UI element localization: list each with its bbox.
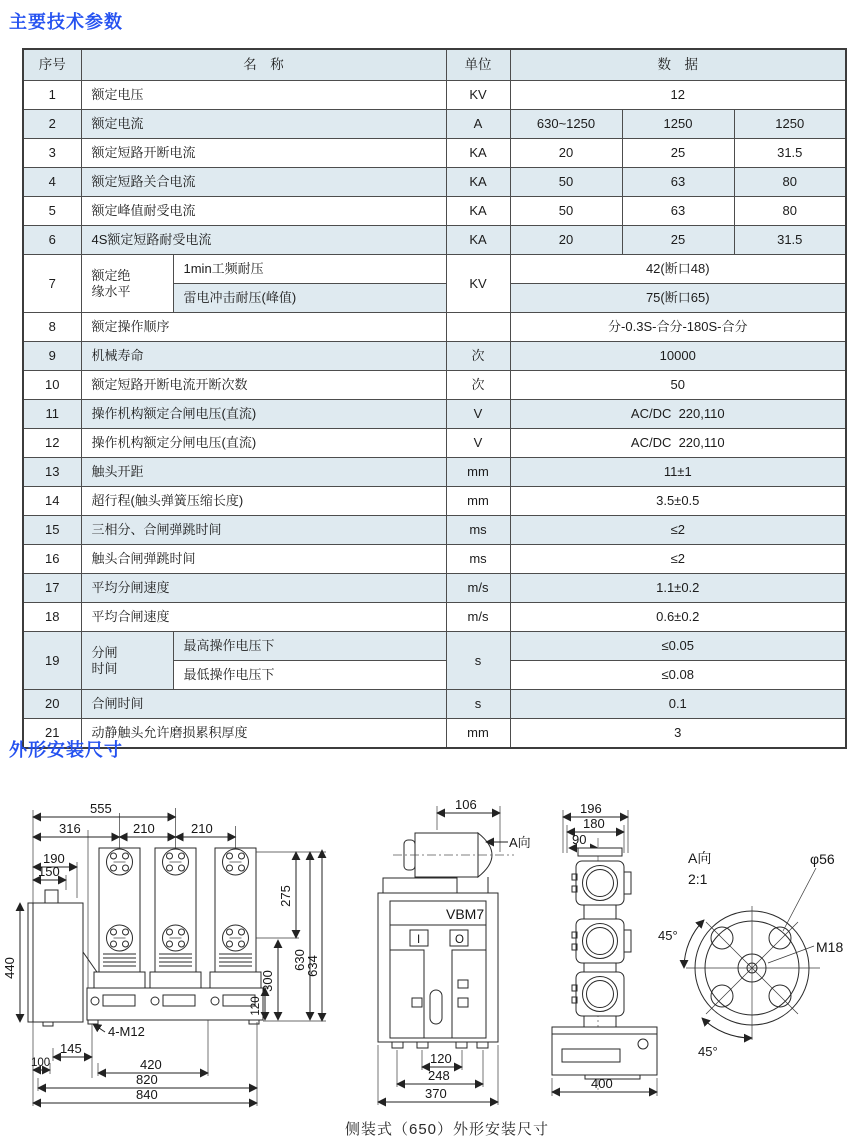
cell-no: 13 [23,458,81,487]
cell-name: 额定短路关合电流 [81,168,446,197]
cell-no: 8 [23,313,81,342]
section2-title: 外形安装尺寸 [9,740,123,760]
cell-unit: KA [446,139,510,168]
cell-name: 分闸时间 [81,632,173,690]
cell-name: 额定电流 [81,110,446,139]
dim-120: 120 [430,1051,452,1066]
cell-unit: KA [446,168,510,197]
cell-subname: 最高操作电压下 [173,632,446,661]
table-row [23,81,846,110]
dim-90: 90 [572,832,587,847]
cell-unit: V [446,400,510,429]
cell-unit: m/s [446,574,510,603]
cell-value: 75(断口65) [510,284,846,313]
dim-190: 190 [43,851,65,866]
cell-unit: ms [446,516,510,545]
table-row [23,168,846,197]
dim-820: 820 [136,1072,158,1087]
thread-label: M18 [816,939,844,955]
cell-value: AC/DC 220,110 [510,400,846,429]
table-header-row [23,49,846,81]
cell-value: ≤2 [510,545,846,574]
cell-name: 额定短路开断电流 [81,139,446,168]
cell-no: 20 [23,690,81,719]
dim-196: 196 [580,801,602,816]
table-row [23,371,846,400]
cell-unit: KV [446,81,510,110]
drawing-caption: 侧装式（650）外形安装尺寸 [345,1121,550,1138]
cell-value: ≤2 [510,516,846,545]
a-direction-label: A向 [509,835,531,850]
dim-440: 440 [2,957,17,979]
cell-unit: m/s [446,603,510,632]
dim-634: 634 [305,955,320,977]
dim-150: 150 [38,864,60,879]
cell-unit: ms [446,545,510,574]
cell-value: 10000 [510,342,846,371]
cell-no: 11 [23,400,81,429]
cell-unit: mm [446,458,510,487]
cell-unit: KA [446,197,510,226]
header-name: 名 称 [81,49,446,81]
cell-value: 3 [510,719,846,749]
cell-no: 10 [23,371,81,400]
cell-name: 动静触头允许磨损累积厚度 [81,719,446,749]
dim-180: 180 [583,816,605,831]
cell-no: 5 [23,197,81,226]
cell-value: 0.6±0.2 [510,603,846,632]
cell-no: 3 [23,139,81,168]
cell-name: 操作机构额定分闸电压(直流) [81,429,446,458]
cell-no: 16 [23,545,81,574]
cell-value: 31.5 [734,226,846,255]
cell-no: 18 [23,603,81,632]
cell-value: 80 [734,168,846,197]
cell-value: 630~1250 [510,110,622,139]
cell-value: 11±1 [510,458,846,487]
table-row [23,313,846,342]
dim-106: 106 [455,797,477,812]
cell-unit: V [446,429,510,458]
cell-no: 9 [23,342,81,371]
cell-name: 4S额定短路耐受电流 [81,226,446,255]
cell-value: 42(断口48) [510,255,846,284]
table-row [23,400,846,429]
cell-value: 25 [622,226,734,255]
cell-name: 操作机构额定合闸电压(直流) [81,400,446,429]
cell-value: 分-0.3S-合分-180S-合分 [510,313,846,342]
table-row [23,574,846,603]
dim-630: 630 [292,949,307,971]
dim-370: 370 [425,1086,447,1101]
cell-no: 7 [23,255,81,313]
section1-title: 主要技术参数 [9,12,123,32]
a-direction-label: A向 [688,850,712,866]
column-view [552,801,657,1096]
cell-value: 1250 [734,110,846,139]
header-data: 数 据 [510,49,846,81]
cell-no: 15 [23,516,81,545]
dim-210: 210 [191,821,213,836]
dim-100: 100 [31,1057,51,1069]
dim-316: 316 [59,821,81,836]
cell-no: 2 [23,110,81,139]
table-row [23,342,846,371]
cell-name: 额定峰值耐受电流 [81,197,446,226]
on-indicator: I [417,934,421,946]
cell-unit: A [446,110,510,139]
cell-unit: KA [446,226,510,255]
cell-value: 31.5 [734,139,846,168]
cell-name: 触头合闸弹跳时间 [81,545,446,574]
table-row [23,545,846,574]
cell-no: 1 [23,81,81,110]
cell-value: 50 [510,168,622,197]
table-row [23,110,846,139]
dim-400: 400 [591,1076,613,1091]
table-row [23,719,846,749]
cell-value: ≤0.08 [510,661,846,690]
dim-145: 145 [60,1041,82,1056]
cell-value: 3.5±0.5 [510,487,846,516]
cell-value: 50 [510,197,622,226]
cell-unit: mm [446,487,510,516]
diameter-label: φ56 [810,851,835,867]
cell-no: 21 [23,719,81,749]
cell-no: 12 [23,429,81,458]
cell-value: ≤0.05 [510,632,846,661]
cell-value: 25 [622,139,734,168]
scale-label: 2:1 [688,871,708,887]
cell-no: 14 [23,487,81,516]
cell-unit: 次 [446,342,510,371]
cell-value: 0.1 [510,690,846,719]
cell-value: 1.1±0.2 [510,574,846,603]
cell-subname: 雷电冲击耐压(峰值) [173,284,446,313]
cell-no: 19 [23,632,81,690]
table-row [23,197,846,226]
table-row [23,632,846,661]
cell-unit: KV [446,255,510,313]
cell-name: 平均分闸速度 [81,574,446,603]
detail-view [658,850,843,1059]
cell-name: 额定电压 [81,81,446,110]
dimension-drawings [0,768,867,1118]
cell-unit: s [446,632,510,690]
cell-name: 额定绝缘水平 [81,255,173,313]
cell-name: 平均合闸速度 [81,603,446,632]
angle-label: 45° [698,1044,718,1059]
cell-value: AC/DC 220,110 [510,429,846,458]
cell-subname: 1min工频耐压 [173,255,446,284]
cell-value: 20 [510,226,622,255]
dim-420: 420 [140,1057,162,1072]
dim-300: 300 [260,970,275,992]
cell-name: 机械寿命 [81,342,446,371]
side-view [378,797,531,1105]
table-row [23,603,846,632]
off-indicator: O [455,934,464,946]
cell-no: 4 [23,168,81,197]
cell-value: 12 [510,81,846,110]
table-row [23,139,846,168]
cell-value: 20 [510,139,622,168]
cell-value: 80 [734,197,846,226]
dim-840: 840 [136,1087,158,1102]
cell-unit: mm [446,719,510,749]
angle-label: 45° [658,928,678,943]
cell-unit: 次 [446,371,510,400]
table-row [23,690,846,719]
cell-unit: s [446,690,510,719]
table-row [23,255,846,284]
cell-name: 超行程(触头弹簧压缩长度) [81,487,446,516]
cell-name: 触头开距 [81,458,446,487]
dim-120: 120 [250,996,262,1016]
dim-248: 248 [428,1068,450,1083]
dim-275: 275 [278,885,293,907]
header-unit: 单位 [446,49,510,81]
table-row [23,516,846,545]
model-label: VBM7 [446,906,485,922]
cell-name: 三相分、合闸弹跳时间 [81,516,446,545]
cell-value: 63 [622,197,734,226]
label-bolt: 4-M12 [108,1024,145,1039]
cell-value: 1250 [622,110,734,139]
cell-value: 50 [510,371,846,400]
cell-name: 额定短路开断电流开断次数 [81,371,446,400]
front-view [2,801,326,1106]
table-row [23,487,846,516]
cell-unit [446,313,510,342]
header-no: 序号 [23,49,81,81]
cell-name: 额定操作顺序 [81,313,446,342]
table-row [23,458,846,487]
dim-210: 210 [133,821,155,836]
table-row [23,226,846,255]
cell-subname: 最低操作电压下 [173,661,446,690]
spec-table [22,48,847,749]
cell-name: 合闸时间 [81,690,446,719]
dim-555: 555 [90,801,112,816]
table-row [23,429,846,458]
cell-value: 63 [622,168,734,197]
cell-no: 6 [23,226,81,255]
cell-no: 17 [23,574,81,603]
